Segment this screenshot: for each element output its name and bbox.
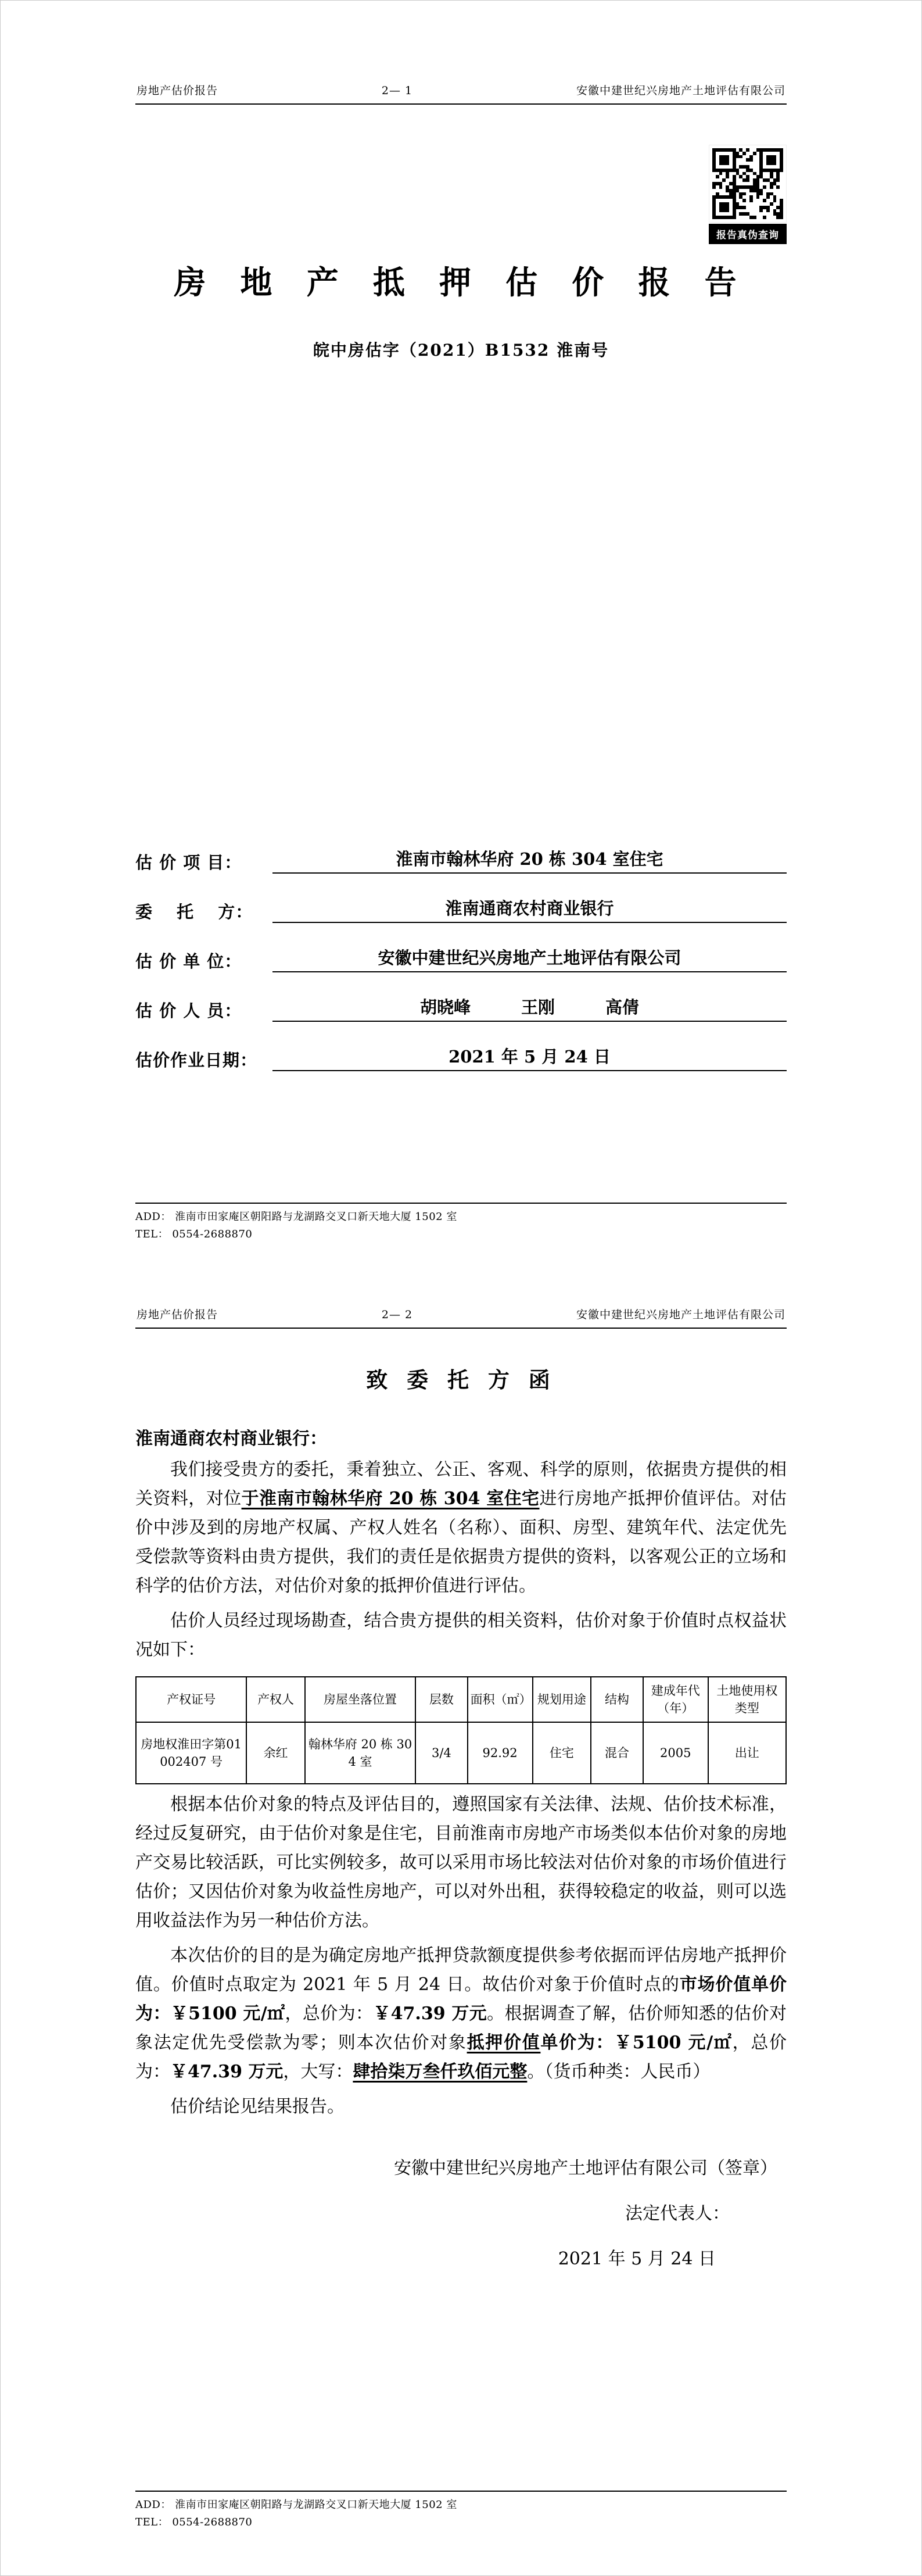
cell-area: 92.92 (468, 1722, 533, 1784)
paragraph-valuation-result: 本次估价的目的是为确定房地产抵押贷款额度提供参考依据而评估房地产抵押价值。价值时点取定为 2021 年 5 月 24 日。故估价对象于价值时点的市场价值单价为：￥5100 元/㎡，总价为：￥47.39 万元。根据调查了解，估价师知悉的估价对象法定优先受偿款为零；则本次估价对象抵押价值单价为：￥5100 元/㎡，总价为：￥47.39 万元，大写：肆拾柒万叁仟玖佰元整。（货币种类：人民币） (135, 1945, 787, 2082)
paragraph-engagement: 我们接受贵方的委托，秉着独立、公正、客观、科学的原则，依据贵方提供的相关资料，对位于淮南市翰林华府 20 栋 304 室住宅进行房地产抵押价值评估。对估价中涉及到的房地产权属、产权人姓名（名称）、面积、房型、建筑年代、法定优先受偿款等资料由贵方提供，我们的责任是依据贵方提供的资料，以客观公正的立场和科学的估价方法，对估价对象的抵押价值进行评估。 (135, 1459, 787, 1596)
letter-title: 致 委 托 方 函 (366, 1367, 556, 1393)
field-appraisers-label: 估 价 人 员： (135, 1001, 242, 1021)
table-header-row (136, 1677, 786, 1722)
paragraph-inspection: 估价人员经过现场勘查，结合贵方提供的相关资料，估价对象于价值时点权益状况如下： (135, 1611, 787, 1660)
cell-land-use-right: 出让 (708, 1722, 786, 1784)
cell-owner: 余红 (246, 1722, 305, 1784)
col-planned-use: 规划用途 (533, 1677, 591, 1722)
col-owner: 产权人 (246, 1677, 305, 1722)
header-company-name: 安徽中建世纪兴房地产土地评估有限公司 (576, 1308, 785, 1321)
field-client-label: 委 托 方： (135, 902, 253, 922)
closing-legal-representative: 法定代表人： (625, 2203, 730, 2224)
cover-fields (135, 846, 787, 1071)
header-company-name: 安徽中建世纪兴房地产土地评估有限公司 (576, 84, 785, 97)
page-1-cover (1, 1, 921, 1289)
qr-code-block (709, 145, 787, 244)
field-appraisal-date-label: 估价作业日期： (135, 1050, 258, 1070)
col-land-use-right: 土地使用权类型 (708, 1677, 786, 1722)
qr-caption: 报告真伪查询 (709, 224, 787, 244)
paragraph-conclusion-ref: 估价结论见结果报告。 (170, 2096, 345, 2117)
closing-date: 2021 年 5 月 24 日 (558, 2249, 716, 2269)
page-2-footer (135, 2491, 787, 2531)
footer-telephone: TEL： 0554-2688870 (135, 1228, 253, 1240)
cell-structure: 混合 (591, 1722, 643, 1784)
closing-block (135, 2146, 787, 2282)
report-title: 房 地 产 抵 押 估 价 报 告 (174, 263, 748, 301)
cell-floor: 3/4 (415, 1722, 468, 1784)
field-project (135, 846, 787, 874)
cell-certificate-no: 房地权淮田字第01002407 号 (136, 1722, 246, 1784)
header-page-number: 2— 2 (381, 1308, 413, 1321)
page-2-letter (1, 1289, 921, 2576)
property-rights-table (135, 1676, 787, 1784)
closing-company-seal: 安徽中建世纪兴房地产土地评估有限公司（签章） (394, 2158, 777, 2178)
field-client (135, 896, 787, 923)
col-year-built: 建成年代（年） (643, 1677, 708, 1722)
col-structure: 结构 (591, 1677, 643, 1722)
field-client-value: 淮南通商农村商业银行 (272, 896, 787, 923)
field-appraisal-date-value: 2021 年 5 月 24 日 (272, 1044, 787, 1071)
header-doc-type: 房地产估价报告 (137, 1308, 218, 1321)
cell-location: 翰林华府 20 栋 304 室 (305, 1722, 415, 1784)
cell-year-built: 2005 (643, 1722, 708, 1784)
letter-salutation: 淮南通商农村商业银行： (135, 1429, 327, 1449)
header-doc-type: 房地产估价报告 (137, 84, 218, 97)
field-appraisers-value: 胡晓峰 王刚 高倩 (272, 994, 787, 1022)
field-project-label: 估 价 项 目： (135, 853, 242, 872)
page-2-header (135, 1306, 787, 1329)
page-1-footer (135, 1203, 787, 1243)
page-1-header (135, 82, 787, 105)
field-appraisal-org (135, 945, 787, 972)
qr-code (709, 145, 787, 223)
paragraph-methodology: 根据本估价对象的特点及评估目的，遵照国家有关法律、法规、估价技术标准，经过反复研究，由于估价对象是住宅，目前淮南市房地产市场类似本估价对象的房地产交易比较活跃，可比实例较多，故可以采用市场比较法对估价对象的市场价值进行估价；又因估价对象为收益性房地产，可以对外出租，获得较稳定的收益，则可以选用收益法作为另一种估价方法。 (135, 1794, 787, 1931)
col-floor: 层数 (415, 1677, 468, 1722)
field-project-value: 淮南市翰林华府 20 栋 304 室住宅 (272, 846, 787, 874)
footer-address: ADD： 淮南市田家庵区朝阳路与龙湖路交叉口新天地大厦 1502 室 (135, 1211, 457, 1223)
field-appraisal-date (135, 1044, 787, 1071)
header-page-number: 2— 1 (381, 84, 413, 97)
field-appraisers (135, 994, 787, 1022)
col-area: 面积（㎡） (468, 1677, 533, 1722)
col-certificate-no: 产权证号 (136, 1677, 246, 1722)
field-appraisal-org-value: 安徽中建世纪兴房地产土地评估有限公司 (272, 945, 787, 972)
footer-address: ADD： 淮南市田家庵区朝阳路与龙湖路交叉口新天地大厦 1502 室 (135, 2499, 457, 2511)
table-data-row (136, 1722, 786, 1784)
col-location: 房屋坐落位置 (305, 1677, 415, 1722)
footer-telephone: TEL： 0554-2688870 (135, 2516, 253, 2528)
field-appraisal-org-label: 估 价 单 位： (135, 951, 242, 971)
cell-planned-use: 住宅 (533, 1722, 591, 1784)
report-document-number: 皖中房估字（2021）B1532 淮南号 (313, 341, 609, 360)
